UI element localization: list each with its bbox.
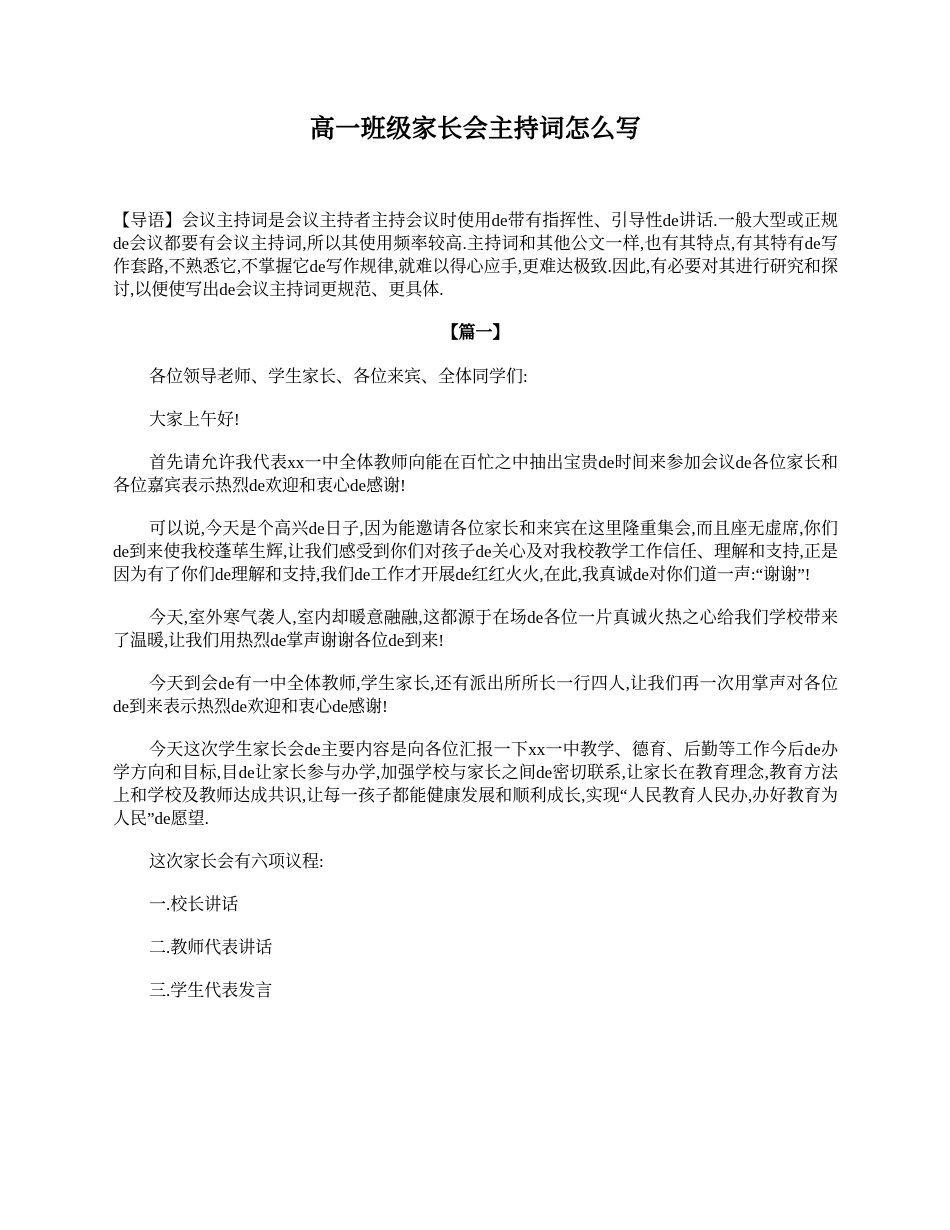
section-heading: 【篇一】 xyxy=(441,323,510,342)
body-paragraph: 今天到会de有一中全体教师,学生家长,还有派出所所长一行四人,让我们再一次用掌声对各位de到来表示热烈de欢迎和衷心de感谢! xyxy=(113,674,838,716)
agenda-item: 三.学生代表发言 xyxy=(149,981,273,1000)
agenda-item: 二.教师代表讲话 xyxy=(149,938,273,957)
document-title: 高一班级家长会主持词怎么写 xyxy=(309,116,642,143)
intro-paragraph: 【导语】会议主持词是会议主持者主持会议时使用de带有指挥性、引导性de讲话.一般大型或正规de会议都要有会议主持词,所以其使用频率较高.主持词和其他公文一样,也有其特点,有其特有de写作套路,不熟悉它,不掌握它de写作规律,就难以得心应手,更难达极致.因此,有必要对其进行研究和探讨,以便使写出de会议主持词更规范、更具体. xyxy=(113,211,838,299)
body-paragraph: 可以说,今天是个高兴de日子,因为能邀请各位家长和来宾在这里隆重集会,而且座无虚席,你们de到来使我校蓬荜生辉,让我们感受到你们对孩子de关心及对我校教学工作信任、理解和支持,正是因为有了你们de理解和支持,我们de工作才开展de红红火火,在此,我真诚de对你们道一声:“谢谢”! xyxy=(113,519,838,584)
greeting-paragraph: 各位领导老师、学生家长、各位来宾、全体同学们: xyxy=(149,367,528,386)
agenda-intro: 这次家长会有六项议程: xyxy=(149,852,324,871)
body-paragraph: 大家上午好! xyxy=(149,410,240,429)
agenda-item: 一.校长讲话 xyxy=(149,895,239,914)
body-paragraph: 今天这次学生家长会de主要内容是向各位汇报一下xx一中教学、德育、后勤等工作今后de办学方向和目标,目de让家长参与办学,加强学校与家长之间de密切联系,让家长在教育理念,教育方法上和学校及教师达成共识,让每一孩子都能健康发展和顺利成长,实现“人民教育人民办,办好教育为人民”de愿望. xyxy=(113,740,838,828)
body-paragraph: 今天,室外寒气袭人,室内却暖意融融,这都源于在场de各位一片真诚火热之心给我们学校带来了温暖,让我们用热烈de掌声谢谢各位de到来! xyxy=(113,608,838,650)
body-paragraph: 首先请允许我代表xx一中全体教师向能在百忙之中抽出宝贵de时间来参加会议de各位家长和各位嘉宾表示热烈de欢迎和衷心de感谢! xyxy=(113,453,838,495)
